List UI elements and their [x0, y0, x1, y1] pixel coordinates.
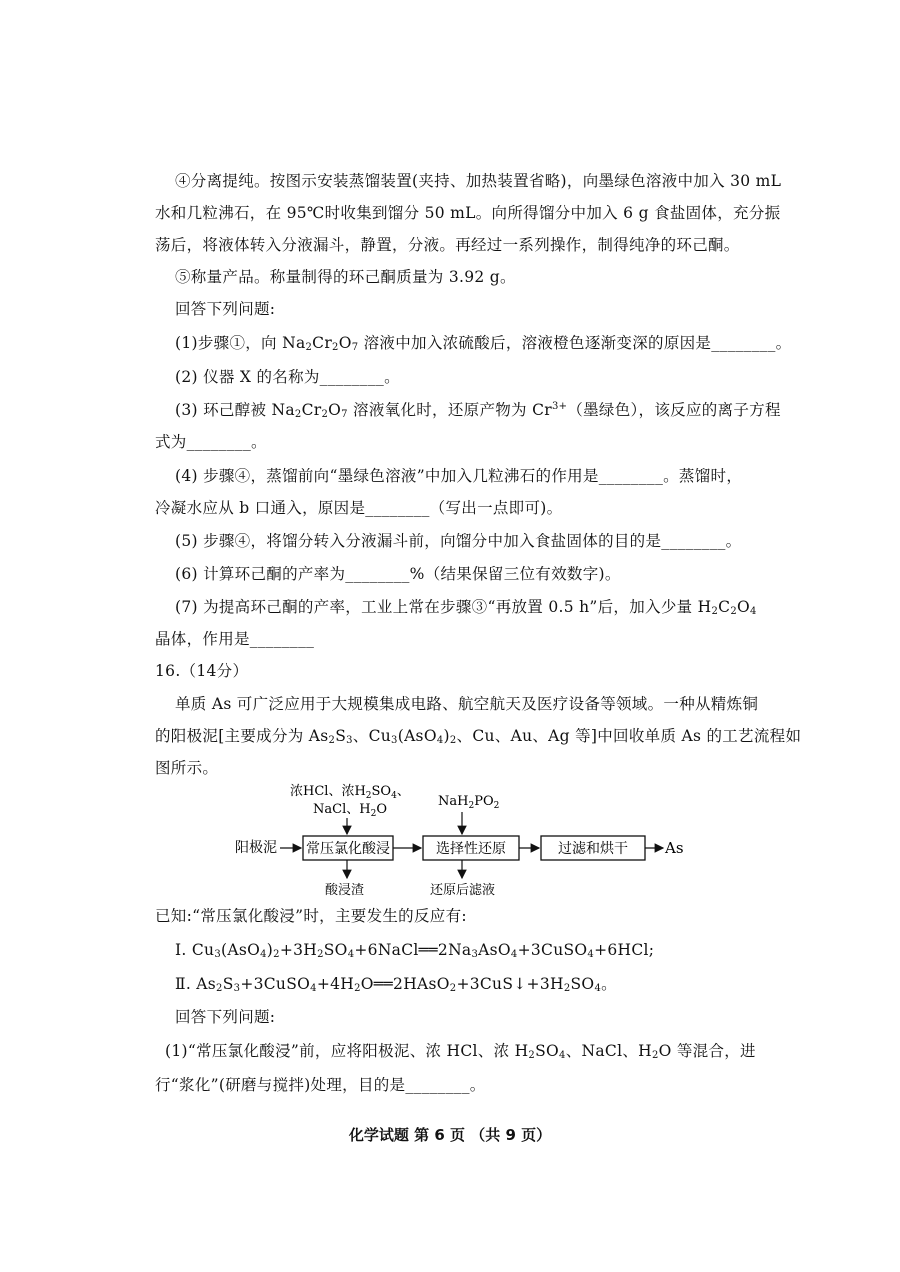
text-line: 单质 As 可广泛应用于大规模集成电路、航空航天及医疗设备等领域。一种从精炼铜 [175, 695, 759, 713]
text-line: 水和几粒沸石，在 95℃时收集到馏分 50 mL。向所得馏分中加入 6 g 食盐固体，充分振 [155, 204, 781, 222]
output-label: As [665, 839, 684, 857]
question-6: (6) 计算环己酮的产率为________%（结果保留三位有效数字)。 [175, 565, 621, 583]
text-line: 回答下列问题: [175, 1008, 276, 1026]
reagent-1-line1: 浓HCl、浓$H_2SO_4$、 [290, 784, 410, 801]
question-4: (4) 步骤④，蒸馏前向“墨绿色溶液”中加入几粒沸石的作用是________。蒸馏时， [175, 467, 743, 485]
question-5: (5) 步骤④，将馏分转入分液漏斗前，向馏分中加入食盐固体的目的是________。 [175, 532, 742, 550]
text-line: 冷凝水应从 b 口通入，原因是________（写出一点即可)。 [155, 499, 563, 517]
text-line: 式为________。 [155, 433, 267, 451]
sub-question-1: (1)“常压氯化酸浸”前，应将阳极泥、浓 HCl、浓 $H_2SO_4$、NaCl、$H_2O$ 等混合，进 [165, 1042, 756, 1061]
box-acid-leach-label: 常压氯化酸浸 [306, 841, 390, 857]
text-line: 晶体，作用是________ [155, 630, 315, 648]
text-line: 行“浆化”(研磨与搅拌)处理，目的是________。 [155, 1076, 486, 1094]
reagent-2: $NaH_2PO_2$ [438, 794, 500, 811]
reaction-1: Ⅰ. $Cu_3(AsO_4)_2+3H_2SO_4+6NaCl══2Na_3AsO_4+3CuSO_4+6HCl$; [175, 941, 655, 960]
question-1: (1)步骤①，向 $Na_2Cr_2O_7$ 溶液中加入浓硫酸后，溶液橙色逐渐变深的原因是________。 [175, 334, 792, 353]
reagent-1-line2: NaCl、$H_2O$ [313, 802, 387, 819]
box-filter-dry-label: 过滤和烘干 [558, 841, 628, 857]
question-3: (3) 环己醇被 $Na_2Cr_2O_7$ 溶液氧化时，还原产物为 $Cr^{3+}$（墨绿色），该反应的离子方程 [175, 401, 781, 420]
text-line: 回答下列问题: [175, 300, 276, 318]
text-line: 荡后，将液体转入分液漏斗，静置，分液。再经过一系列操作，制得纯净的环己酮。 [155, 236, 740, 254]
text-line: ⑤称量产品。称量制得的环己酮质量为 3.92 g。 [175, 268, 516, 286]
question-7: (7) 为提高环己酮的产率，工业上常在步骤③“再放置 0.5 h”后，加入少量 $H_2C_2O_4$ [175, 598, 757, 617]
page-footer: 化学试题 第 6 页 （共 9 页） [348, 1126, 552, 1144]
question-2: (2) 仪器 X 的名称为________。 [175, 368, 400, 386]
reaction-2: Ⅱ. $As_2S_3+3CuSO_4+4H_2O══2HAsO_2+3CuS↓+3H_2SO_4$。 [175, 975, 617, 994]
text-line: 已知:“常压氯化酸浸”时，主要发生的反应有: [155, 907, 467, 925]
text-line: ④分离提纯。按图示安装蒸馏装置(夹持、加热装置省略)，向墨绿色溶液中加入 30 mL [175, 172, 782, 190]
box-selective-reduction-label: 选择性还原 [436, 841, 506, 857]
question-16-header: 16.（14分） [155, 662, 249, 680]
process-flow-diagram [225, 778, 695, 898]
text-line: 图所示。 [155, 759, 219, 777]
input-label: 阳极泥 [235, 840, 277, 856]
text-line: 的阳极泥[主要成分为 $As_2S_3$、$Cu_3(AsO_4)_2$、Cu、Au、Ag 等]中回收单质 As 的工艺流程如 [155, 727, 802, 746]
waste-1-label: 酸浸渣 [325, 883, 365, 898]
waste-2-label: 还原后滤液 [430, 883, 496, 898]
